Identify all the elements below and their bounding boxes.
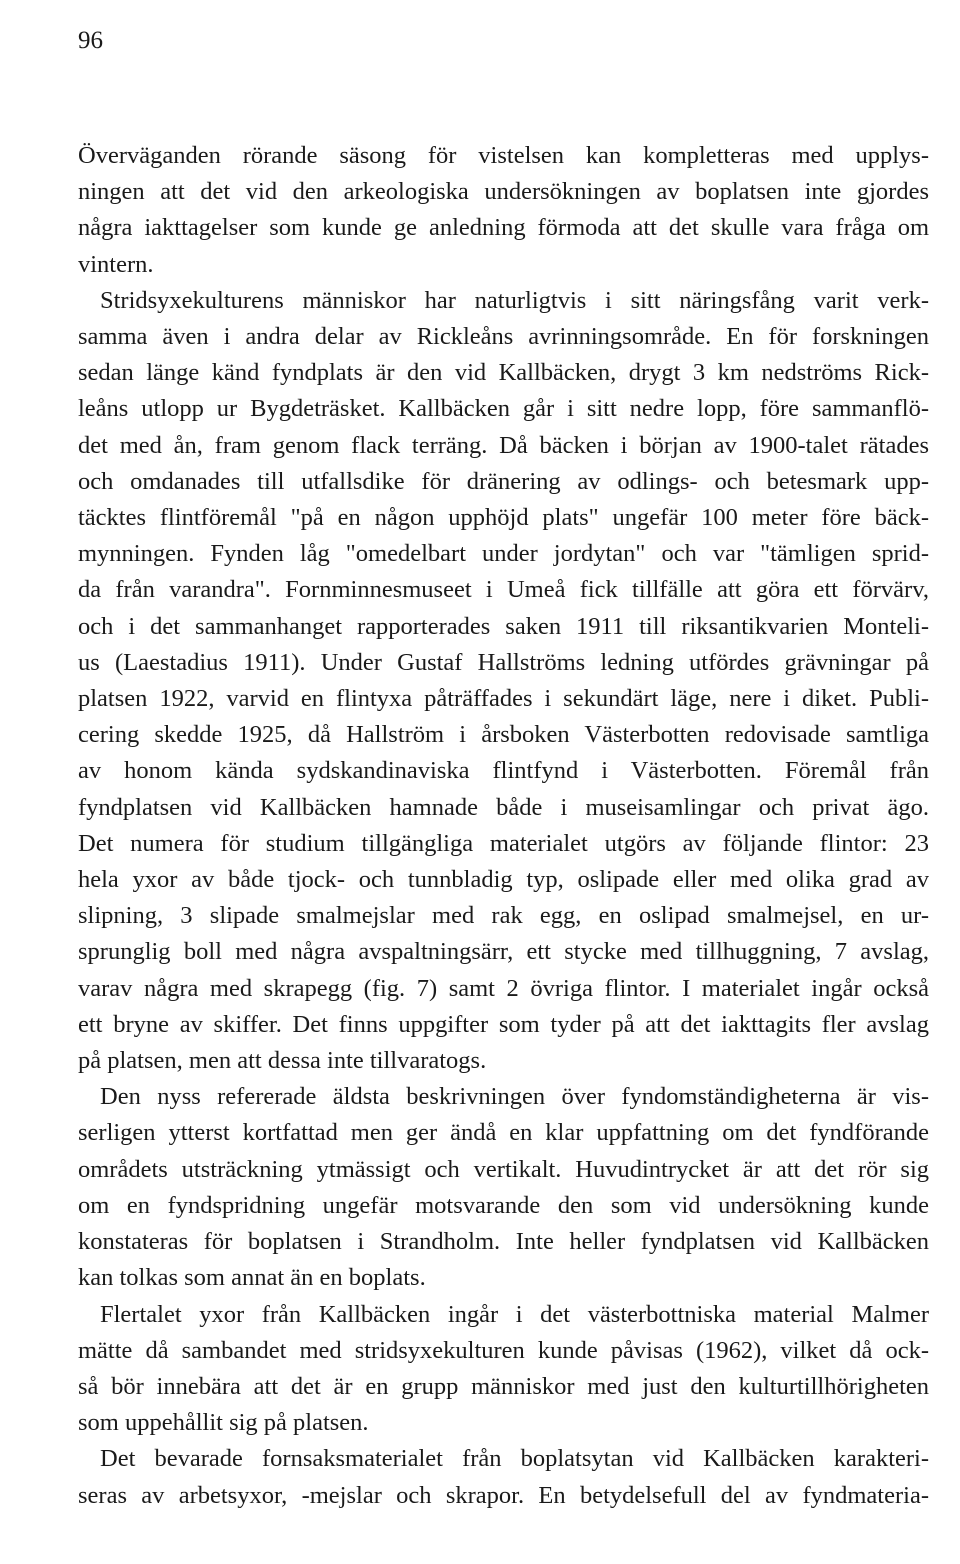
body-text [78,138,929,1514]
page-number: 96 [78,27,103,54]
text-line: av honom kända sydskandinaviska flintfynd i Västerbotten. Föremål från [78,757,929,785]
text-line: us (Laestadius 1911). Under Gustaf Hallströms ledning utfördes grävningar på [78,648,929,676]
text-line: cering skedde 1925, då Hallström i årsboken Västerbotten redovisade samtliga [78,721,929,749]
paragraph [78,283,929,1079]
paragraph [78,138,929,283]
paragraph [78,1441,929,1513]
text-line: och omdanades till utfallsdike för dränering av odlings- och betesmark upp- [78,467,929,495]
text-line: mynningen. Fynden låg "omedelbart under jordytan" och var "tämligen sprid- [78,540,929,568]
paragraph [78,1297,929,1442]
text-line: det med ån, fram genom flack terräng. Då bäcken i början av 1900-talet rätades [78,431,929,459]
text-line: sprunglig boll med några avspaltningsärr, ett stycke med tillhuggning, 7 avslag, [78,938,929,966]
text-line: varav några med skrapegg (fig. 7) samt 2 övriga flintor. I materialet ingår också [78,974,929,1002]
text-line: mätte då sambandet med stridsyxekulturen kunde påvisas (1962), vilket då ock- [78,1336,929,1364]
text-line: vintern. [78,250,154,278]
text-line: platsen 1922, varvid en flintyxa påträffades i sekundärt läge, nere i diket. Publi- [78,685,929,713]
text-line: sedan länge känd fyndplats är den vid Kallbäcken, drygt 3 km nedströms Rick- [78,359,929,387]
text-line: slipning, 3 slipade smalmejslar med rak egg, en oslipad smalmejsel, en ur- [78,902,929,930]
text-line: ningen att det vid den arkeologiska undersökningen av boplatsen inte gjordes [78,178,929,206]
text-line: seras av arbetsyxor, -mejslar och skrapor. En betydelsefull del av fyndmateria- [78,1481,929,1509]
paragraph [78,1079,929,1296]
text-line: kan tolkas som annat än en boplats. [78,1264,426,1292]
text-line: leåns utlopp ur Bygdeträsket. Kallbäcken går i sitt nedre lopp, före sammanflö- [78,395,929,423]
text-line: så bör innebära att det är en grupp människor med just den kulturtillhörigheten [78,1372,929,1400]
text-line: och i det sammanhanget rapporterades saken 1911 till riksantikvarien Monteli- [78,612,929,640]
text-line: på platsen, men att dessa inte tillvaratogs. [78,1047,487,1075]
text-line: några iakttagelser som kunde ge anledning förmoda att det skulle vara fråga om [78,214,929,242]
text-line: samma även i andra delar av Rickleåns avrinningsområde. En för forskningen [78,323,929,351]
text-line: hela yxor av både tjock- och tunnbladig typ, oslipade eller med olika grad av [78,866,929,894]
text-line: Överväganden rörande säsong för vistelsen kan kompletteras med upplys- [78,142,929,169]
text-line: fyndplatsen vid Kallbäcken hamnade både i museisamlingar och privat ägo. [78,793,929,821]
text-line: ett bryne av skiffer. Det finns uppgifter som tyder på att det iakttagits fler avslag [78,1010,929,1038]
text-line: som uppehållit sig på platsen. [78,1409,369,1437]
text-line: serligen ytterst kortfattad men ger ändå en klar uppfattning om det fyndförande [78,1119,929,1147]
text-line: da från varandra". Fornminnesmuseet i Umeå fick tillfälle att göra ett förvärv, [78,576,929,604]
text-line: om en fyndspridning ungefär motsvarande den som vid undersökning kunde [78,1191,929,1219]
text-line: Stridsyxekulturens människor har naturligtvis i sitt näringsfång varit verk- [100,286,929,314]
text-line: Det bevarade fornsaksmaterialet från boplatsytan vid Kallbäcken karakteri- [100,1445,929,1473]
text-line: Flertalet yxor från Kallbäcken ingår i det västerbottniska material Malmer [100,1300,929,1328]
text-line: täcktes flintföremål "på en någon upphöjd plats" ungefär 100 meter före bäck- [78,504,929,532]
text-line: konstateras för boplatsen i Strandholm. Inte heller fyndplatsen vid Kallbäcken [78,1228,929,1256]
text-line: Det numera för studium tillgängliga materialet utgörs av följande flintor: 23 [78,829,929,857]
text-line: Den nyss refererade äldsta beskrivningen över fyndomständigheterna är vis- [100,1083,929,1111]
text-line: områdets utsträckning ytmässigt och vertikalt. Huvudintrycket är att det rör sig [78,1155,929,1183]
